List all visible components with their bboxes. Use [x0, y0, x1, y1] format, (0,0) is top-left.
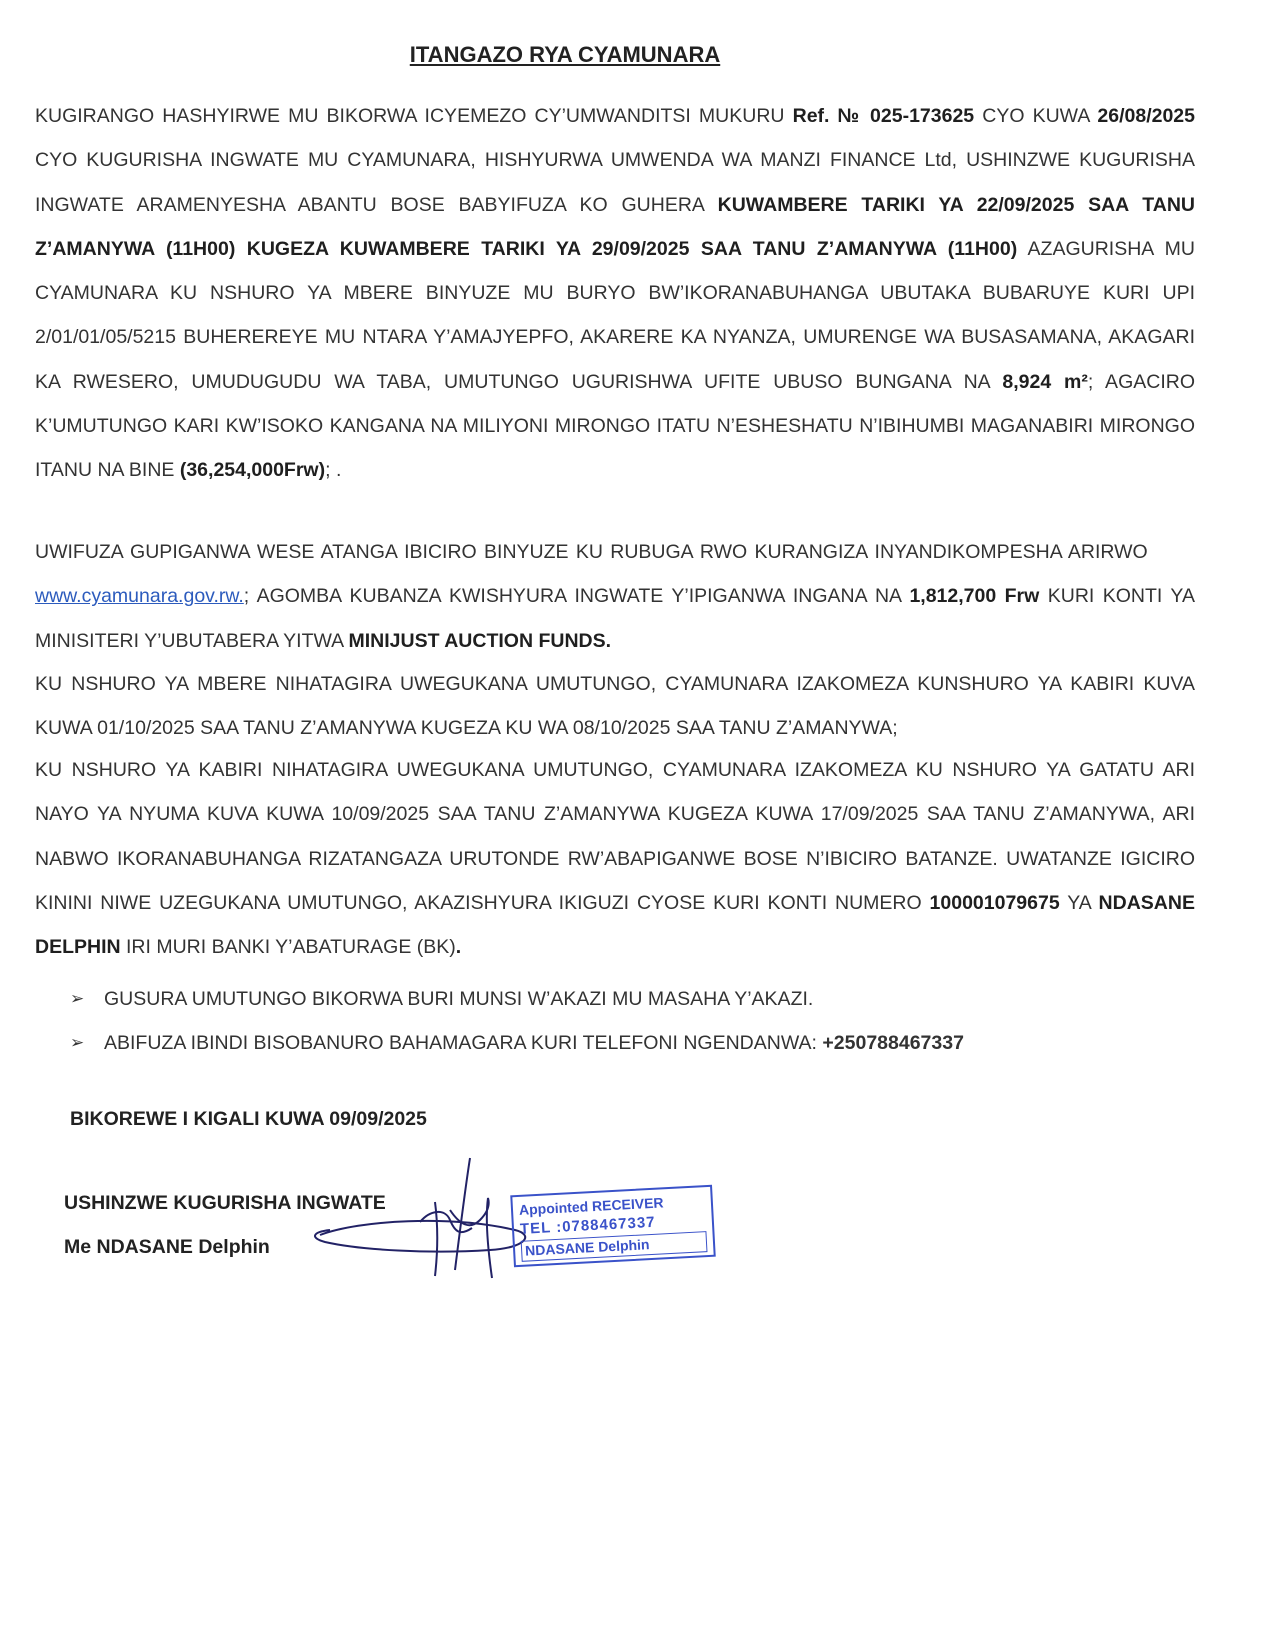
text: CYO KUGURISHA INGWATE MU CYAMUNARA, HISHYURWA UMWENDA WA MANZI FINANCE Ltd, USHINZWE KUGURISHA INGWATE ARAMENYESHA ABANTU BOSE BABYIFUZA KO GUHERA — [35, 149, 1195, 216]
place-and-date: BIKOREWE I KIGALI KUWA 09/09/2025 — [70, 1108, 427, 1130]
account-number: 100001079675 — [929, 891, 1060, 914]
signer-role: USHINZWE KUGURISHA INGWATE — [64, 1192, 386, 1214]
land-area: 8,924 m² — [1002, 370, 1088, 393]
list-item — [70, 1021, 1070, 1065]
text: AZAGURISHA MU CYAMUNARA KU NSHURO YA MBERE BINYUZE MU BURYO BW’IKORANABUHANGA UBUTAKA BUBARUYE KURI UPI 2/01/01/05/5215 BUHEREREYE MU NTARA Y’AMAJYEPFO, AKARERE KA NYANZA, UMURENGE WA BUSASAMANA, AKAGARI KA RWESERO, UMUDUGUDU WA TABA, UMUTUNGO UGURISHWA UFITE UBUSO BUNGANA NA — [35, 237, 1195, 393]
auction-website-link[interactable]: www.cyamunara.gov.rw. — [35, 585, 244, 608]
stamp-phone: TEL :0788467337 — [519, 1213, 656, 1238]
account-holder: NDASANE DELPHIN — [35, 891, 1195, 959]
text: ; AGOMBA KUBANZA KWISHYURA INGWATE Y’IPIGANWA INGANA NA — [243, 585, 910, 608]
text: . — [455, 936, 462, 959]
text: KU NSHURO YA KABIRI NIHATAGIRA UWEGUKANA UMUTUNGO, CYAMUNARA IZAKOMEZA KU NSHURO YA GATATU ARI NAYO YA NYUMA KUVA KUWA 10/09/2025 SAA TANU Z’AMANYWA KUGEZA KUWA 17/09/2025 SAA TANU Z’AMANYWA, ARI NABWO IKORANABUHANGA RIZATANGAZA URUTONDE RW’ABAPIGANWE BOSE N’IBICIRO BATANZE. UWATANZE IGICIRO KININI NIWE UZEGUKANA UMUTUNGO, AKAZISHYURA IKIGUZI CYOSE KURI KONTI NUMERO — [35, 759, 1195, 914]
paragraph-auction-details — [35, 94, 1195, 493]
text: ABIFUZA IBINDI BISOBANURO BAHAMAGARA KURI TELEFONI NGENDANWA: — [104, 1032, 823, 1054]
bullet-list — [70, 977, 1070, 1065]
text: CYO KUWA — [974, 105, 1098, 127]
auction-period: KUWAMBERE TARIKI YA 22/09/2025 SAA TANU Z’AMANYWA (11H00) KUGEZA KUWAMBERE TARIKI YA 29/09/2025 SAA TANU Z’AMANYWA (11H00) — [35, 193, 1195, 260]
text: UWIFUZA GUPIGANWA WESE ATANGA IBICIRO BINYUZE KU RUBUGA RWO KURANGIZA INYANDIKOMPESHA ARIRWO — [35, 541, 1155, 563]
stamp-title: Appointed RECEIVER — [518, 1194, 664, 1218]
reference-number: Ref. № 025-173625 — [792, 105, 975, 127]
decision-date: 26/08/2025 — [1097, 105, 1195, 127]
signer-name: Me NDASANE Delphin — [64, 1236, 270, 1258]
text: IRI MURI BANKI Y’ABATURAGE (BK) — [120, 936, 456, 959]
list-item — [70, 977, 1070, 1021]
text: KUGIRANGO HASHYIRWE MU BIKORWA ICYEMEZO CY’UMWANDITSI MUKURU — [35, 105, 793, 127]
arrow-bullet-icon: ➢ — [70, 1033, 85, 1052]
phone-number: +250788467337 — [822, 1032, 964, 1054]
text: YA — [1059, 891, 1099, 914]
paragraph-bidding — [35, 530, 1195, 663]
receiver-stamp — [510, 1185, 715, 1267]
contact-info — [104, 1021, 964, 1065]
text: ; . — [325, 459, 342, 482]
handwritten-signature — [300, 1150, 540, 1290]
arrow-bullet-icon: ➢ — [70, 989, 85, 1008]
paragraph-second-round: KU NSHURO YA MBERE NIHATAGIRA UWEGUKANA UMUTUNGO, CYAMUNARA IZAKOMEZA KUNSHURO YA KABIRI KUVA KUWA 01/10/2025 SAA TANU Z’AMANYWA KUGEZA KU WA 08/10/2025 SAA TANU Z’AMANYWA; — [35, 673, 1195, 740]
paragraph-third-round — [35, 748, 1195, 969]
deposit-amount: 1,812,700 Frw — [909, 585, 1040, 608]
stamp-name: NDASANE Delphin — [521, 1231, 708, 1262]
visit-info: GUSURA UMUTUNGO BIKORWA BURI MUNSI W’AKAZI MU MASAHA Y’AKAZI. — [104, 988, 814, 1010]
market-value: (36,254,000Frw) — [179, 459, 326, 482]
account-name: MINIJUST AUCTION FUNDS. — [348, 629, 612, 652]
text: KURI KONTI YA MINISITERI Y’UBUTABERA YITWA — [35, 585, 1195, 652]
notice-title: ITANGAZO RYA CYAMUNARA — [409, 42, 721, 67]
text: ; AGACIRO K’UMUTUNGO KARI KW’ISOKO KANGANA NA MILIYONI MIRONGO ITATU N’ESHESHATU N’IBIHUMBI MAGANABIRI MIRONGO ITANU NA BINE — [35, 370, 1195, 482]
